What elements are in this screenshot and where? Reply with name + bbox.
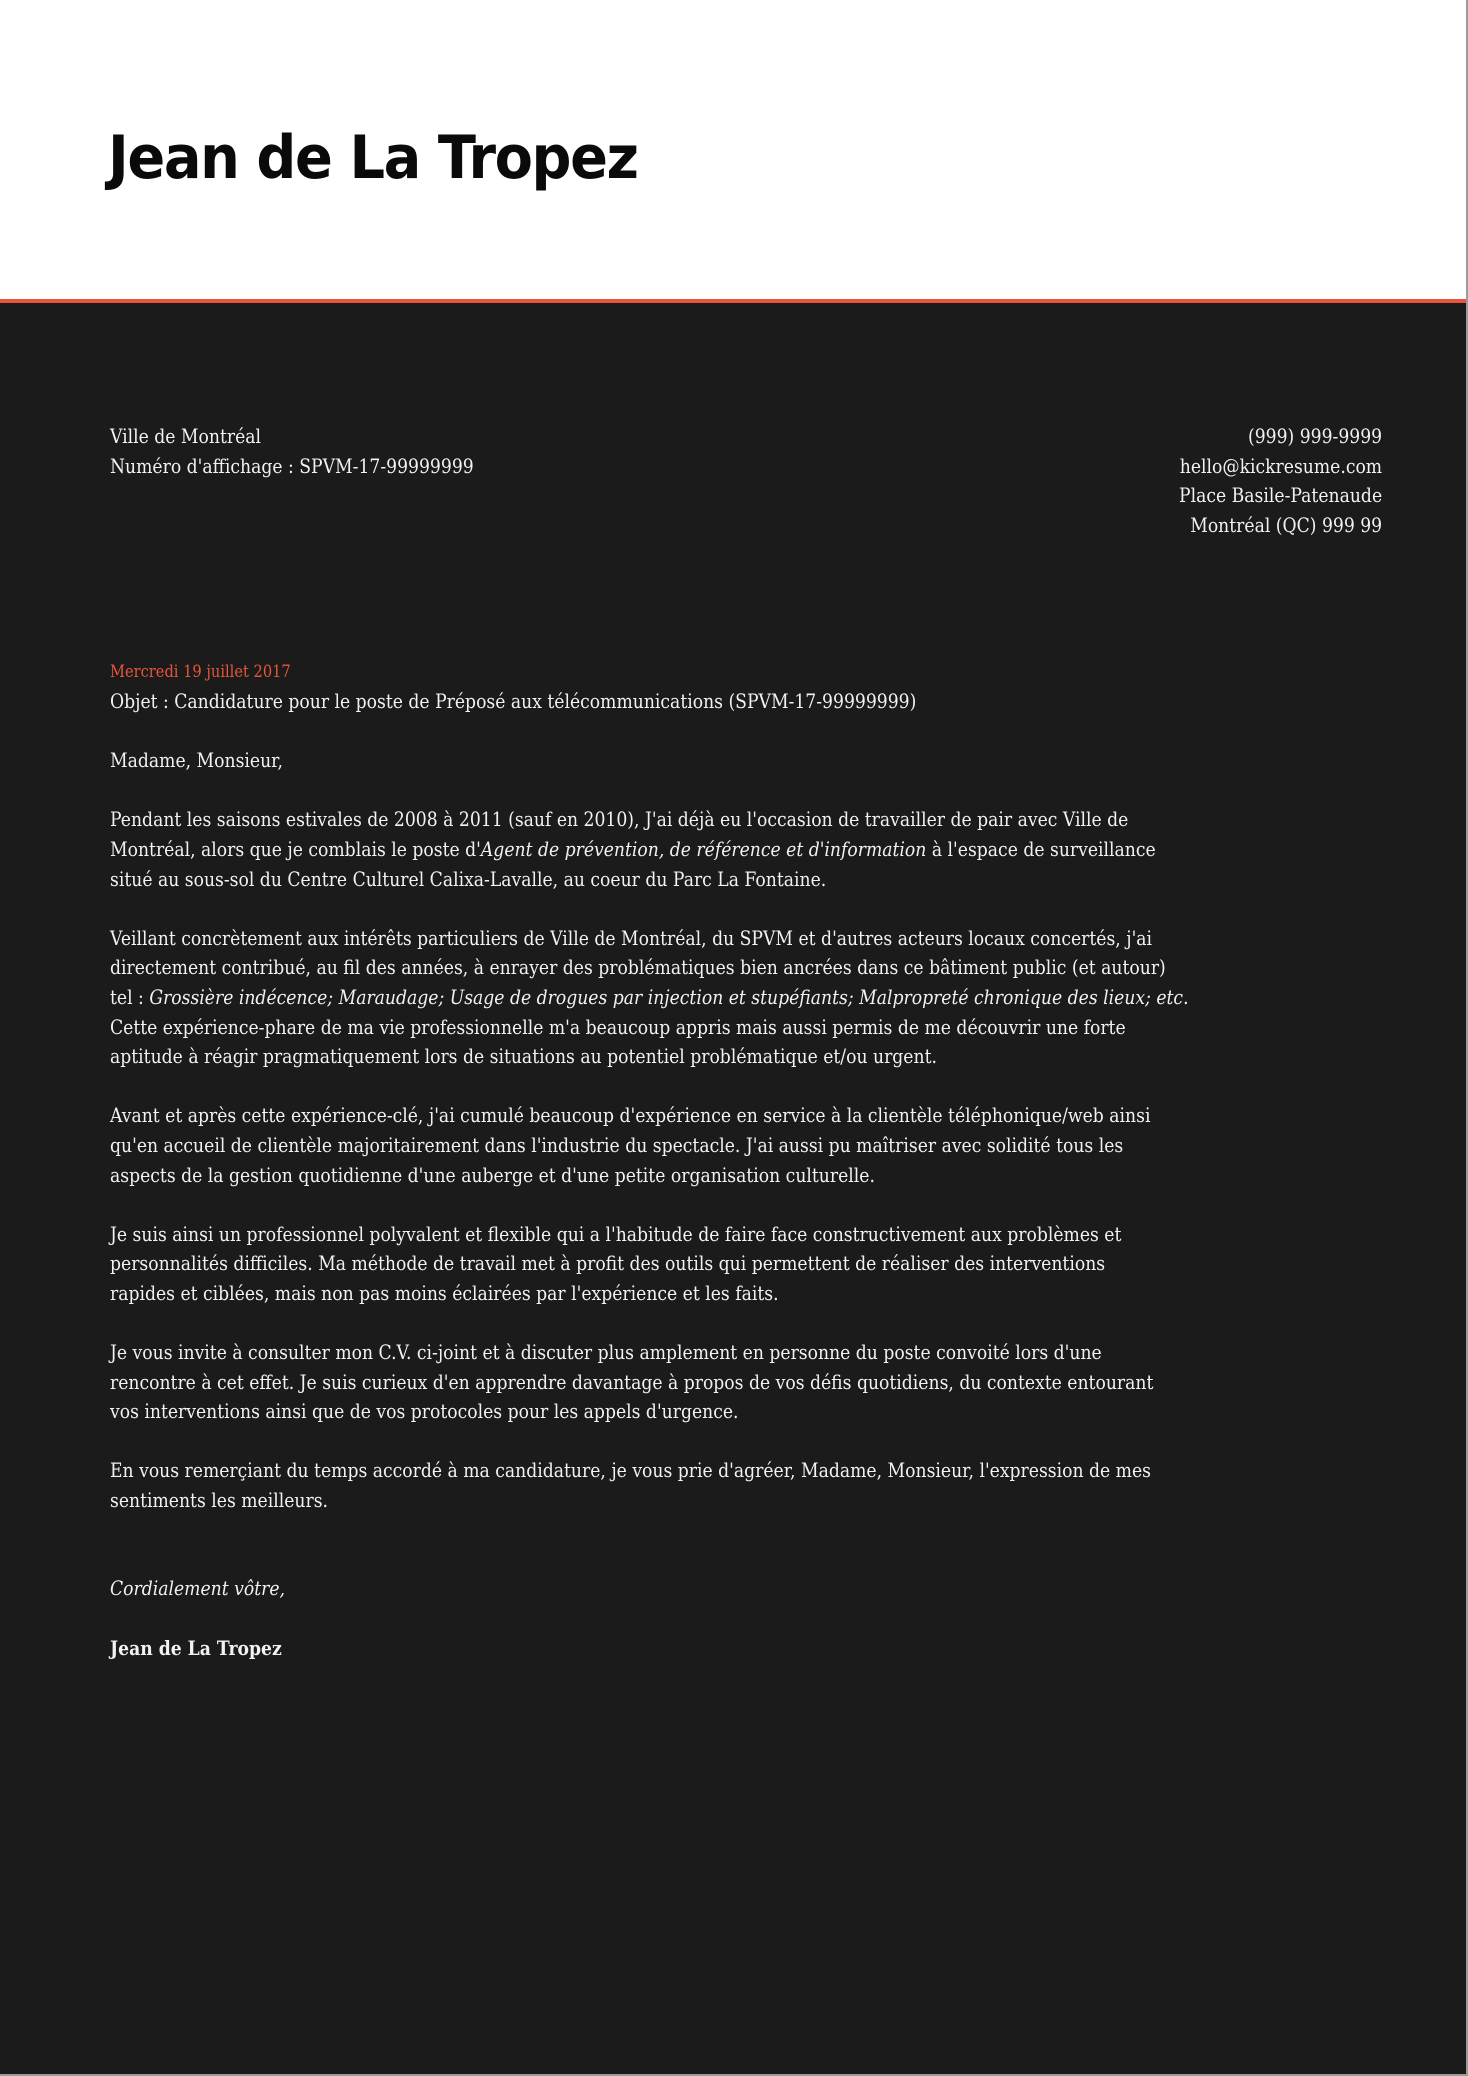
letter-closing: Cordialement vôtre, [110,1576,285,1600]
letter-salutation [110,746,1382,776]
sender-contact-block [1146,422,1382,540]
posting-number: Numéro d'affichage : SPVM-17-99999999 [110,453,474,478]
paragraph-line: En vous remerçiant du temps accordé à ma candidature, je vous prie d'agréer, Madame, Monsieur, l'expression de mes [110,1458,1151,1483]
paragraph-line: Pendant les saisons estivales de 2008 à 2011 (sauf en 2010), J'ai déjà eu l'occasion de travailler de pair avec Ville de [110,807,1129,832]
paragraph-line: Avant et après cette expérience-clé, j'ai cumulé beaucoup d'expérience en service à la clientèle téléphonique/web ainsi [110,1103,1151,1128]
sender-street: Place Basile-Patenaude [1178,483,1382,508]
paragraph-line: situé au sous-sol du Centre Culturel Calixa-Lavalle, au coeur du Parc La Fontaine. [110,866,827,891]
paragraph-line: Je suis ainsi un professionnel polyvalent et flexible qui a l'habitude de faire face constructivement aux problèmes et [110,1221,1122,1246]
letter-body [110,687,1382,1545]
salutation-text: Madame, Monsieur, [110,748,283,773]
paragraph-line: directement contribué, au fil des années, à enrayer des problématiques bien ancrées dans ce bâtiment public (et autour) [110,955,1166,980]
paragraph-line [110,835,1204,865]
letter-signature: Jean de La Tropez [110,1636,282,1660]
recipient-organization: Ville de Montréal [110,424,262,448]
paragraph-line: vos interventions ainsi que de vos protocoles pour les appels d'urgence. [110,1399,739,1424]
text-run: à l'espace de surveillance [926,836,1156,861]
paragraph-2 [110,924,1382,1072]
text-run: tel : [110,984,150,1009]
recipient-block [110,422,533,481]
accent-divider [0,299,1466,303]
paragraph-line: Cette expérience-phare de ma vie professionnelle m'a beaucoup appris mais aussi permis de me découvrir une forte [110,1014,1126,1039]
paragraph-line: personnalités difficiles. Ma méthode de travail met à profit des outils qui permettent de réaliser des interventions [110,1251,1106,1276]
letter-date: Mercredi 19 juillet 2017 [110,662,291,682]
paragraph-line: sentiments les meilleurs. [110,1488,329,1513]
author-name-title: Jean de La Tropez [108,123,638,193]
job-title-emphasis: Agent de prévention, de référence et d'information [480,836,927,861]
header [0,0,1466,299]
sender-city: Montréal (QC) 999 99 [1190,512,1382,537]
paragraph-6 [110,1456,1382,1515]
paragraph-line: Je vous invite à consulter mon C.V. ci-joint et à discuter plus amplement en personne du poste convoité lors d'une [110,1340,1102,1365]
text-run: Montréal, alors que je comblais le poste d' [110,836,481,861]
paragraph-line: Veillant concrètement aux intérêts particuliers de Ville de Montréal, du SPVM et d'autres acteurs locaux concertés, j'ai [110,925,1153,950]
paragraph-line: qu'en accueil de clientèle majoritairement dans l'industrie du spectacle. J'ai aussi pu maîtriser avec solidité tous les [110,1132,1124,1157]
issues-list-emphasis: Grossière indécence; Maraudage; Usage de drogues par injection et stupéfiants; Malpropreté chronique des lieux; etc. [149,984,1189,1009]
paragraph-1 [110,805,1382,894]
paragraph-line: rencontre à cet effet. Je suis curieux d'en apprendre davantage à propos de vos défis quotidiens, du contexte entourant [110,1369,1154,1394]
paragraph-line [110,983,1204,1013]
paragraph-line: aspects de la gestion quotidienne d'une auberge et d'une petite organisation culturelle. [110,1162,875,1187]
paragraph-4 [110,1220,1382,1309]
sender-phone: (999) 999-9999 [1247,424,1382,448]
sender-email: hello@kickresume.com [1179,453,1382,478]
letter-subject [110,687,1382,717]
paragraph-line: rapides et ciblées, mais non pas moins éclairées par l'expérience et les faits. [110,1280,779,1305]
paragraph-line: aptitude à réagir pragmatiquement lors de situations au potentiel problématique et/ou urgent. [110,1044,937,1069]
paragraph-3 [110,1101,1382,1190]
paragraph-5 [110,1338,1382,1427]
subject-text: Objet : Candidature pour le poste de Préposé aux télécommunications (SPVM-17-99999999) [110,689,917,713]
